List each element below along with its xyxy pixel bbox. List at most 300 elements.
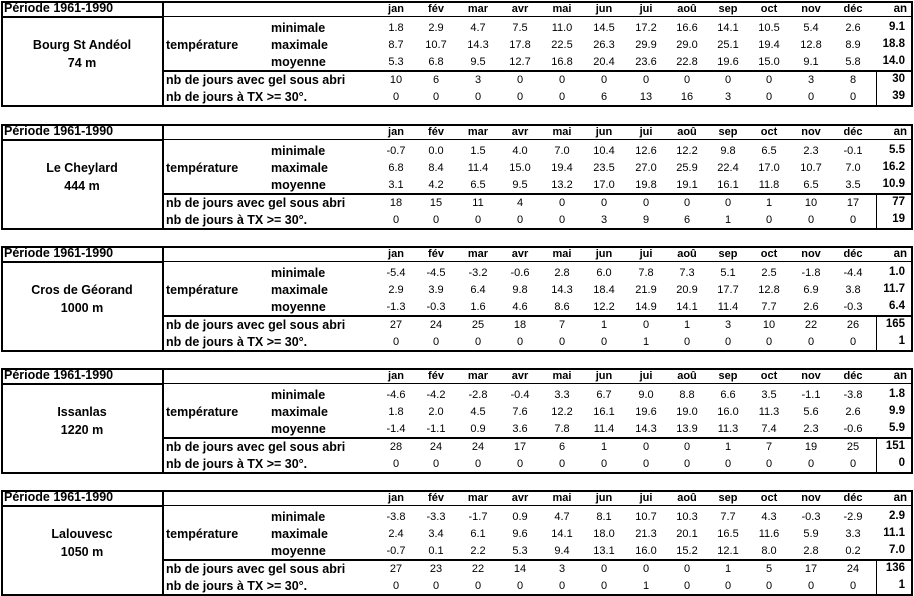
month-header: aoû <box>677 3 697 15</box>
data-cell: 0 <box>432 336 440 348</box>
month-header: mar <box>467 126 489 138</box>
month-header: avr <box>511 126 529 138</box>
data-cell: 9.8 <box>512 284 528 296</box>
data-cell: 14.5 <box>593 22 615 34</box>
station-table <box>1 490 913 596</box>
data-cell: 13.1 <box>593 545 615 557</box>
data-cell: 0 <box>516 336 524 348</box>
data-cell: 10 <box>804 197 818 209</box>
data-cell: 25.9 <box>676 162 698 174</box>
data-cell: 16.0 <box>635 545 657 557</box>
data-cell: 3 <box>724 91 732 103</box>
data-cell: 1.5 <box>470 145 486 157</box>
data-cell: 0 <box>432 91 440 103</box>
station-altitude: 74 m <box>67 56 97 70</box>
data-cell: 6.5 <box>761 145 777 157</box>
month-header: jun <box>595 3 613 15</box>
data-cell: 0 <box>474 214 482 226</box>
month-header: jan <box>388 492 404 504</box>
data-cell: 3 <box>807 74 815 86</box>
data-cell: 17 <box>513 441 527 453</box>
annual-header: an <box>893 126 907 138</box>
data-cell: 7.3 <box>679 267 695 279</box>
data-cell: 1 <box>724 441 732 453</box>
data-cell: 8.4 <box>428 162 444 174</box>
month-header: jan <box>388 248 404 260</box>
annual-header: an <box>893 248 907 260</box>
period-label: Période 1961-1990 <box>4 246 114 260</box>
data-cell: 19.4 <box>551 162 573 174</box>
data-cell: 0 <box>807 91 815 103</box>
data-cell: 0 <box>849 91 857 103</box>
data-cell: 6 <box>600 91 608 103</box>
data-cell: 0 <box>683 441 691 453</box>
data-cell: 2.9 <box>388 284 404 296</box>
data-cell: 0 <box>642 197 650 209</box>
row-label-gel: nb de jours avec gel sous abri <box>166 440 346 454</box>
row-label-moyenne: moyenne <box>271 178 326 192</box>
annual-value: 1 <box>898 335 905 347</box>
data-cell: 10.7 <box>800 162 822 174</box>
month-header: mai <box>552 248 572 260</box>
data-cell: 17.2 <box>635 22 657 34</box>
data-cell: 18.4 <box>593 284 615 296</box>
data-cell: 2.8 <box>803 545 819 557</box>
data-cell: 22.8 <box>676 56 698 68</box>
data-cell: 10.7 <box>425 39 447 51</box>
data-cell: 3.3 <box>554 389 570 401</box>
data-cell: 0 <box>724 336 732 348</box>
data-cell: -1.3 <box>386 301 406 313</box>
row-label-tx30: nb de jours à TX >= 30°. <box>166 90 308 104</box>
data-cell: 17.0 <box>593 179 615 191</box>
data-cell: 0 <box>600 580 608 592</box>
data-cell: 1 <box>724 563 732 575</box>
month-header: oct <box>760 248 778 260</box>
data-cell: 6.0 <box>596 267 612 279</box>
month-header: jui <box>639 370 653 382</box>
data-cell: 6 <box>683 214 691 226</box>
data-cell: 0 <box>642 74 650 86</box>
data-cell: -4.2 <box>426 389 446 401</box>
data-cell: 5.1 <box>720 267 736 279</box>
data-cell: 0 <box>392 580 400 592</box>
data-cell: 1.8 <box>388 406 404 418</box>
data-cell: 0 <box>558 458 566 470</box>
annual-header: an <box>893 370 907 382</box>
month-header: mar <box>467 248 489 260</box>
data-cell: -0.6 <box>510 267 530 279</box>
data-cell: -0.3 <box>426 301 446 313</box>
data-cell: 0 <box>849 336 857 348</box>
data-cell: 3.1 <box>388 179 404 191</box>
data-cell: 9.6 <box>512 528 528 540</box>
station-name: Bourg St Andéol <box>32 38 132 52</box>
data-cell: 27 <box>389 319 403 331</box>
data-cell: 3.5 <box>761 389 777 401</box>
month-header: mar <box>467 370 489 382</box>
data-cell: 1 <box>765 197 773 209</box>
data-cell: 0.1 <box>428 545 444 557</box>
data-cell: 1 <box>600 319 608 331</box>
month-header: avr <box>511 3 529 15</box>
data-cell: 12.6 <box>635 145 657 157</box>
data-cell: 0 <box>683 563 691 575</box>
month-header: sep <box>718 370 738 382</box>
data-cell: 19.6 <box>635 406 657 418</box>
temperature-label: température <box>166 405 239 419</box>
station-name: Lalouvesc <box>51 527 113 541</box>
data-cell: 3.3 <box>845 528 861 540</box>
data-cell: -2.9 <box>843 511 863 523</box>
annual-value: 39 <box>892 90 905 102</box>
data-cell: 0 <box>765 458 773 470</box>
data-cell: 24 <box>846 563 860 575</box>
data-cell: -3.8 <box>386 511 406 523</box>
data-cell: 4.6 <box>512 301 528 313</box>
data-cell: 3.5 <box>845 179 861 191</box>
data-cell: 0 <box>432 214 440 226</box>
annual-value: 7.0 <box>889 544 905 556</box>
table-rule <box>1 472 913 474</box>
data-cell: 2.4 <box>388 528 404 540</box>
data-cell: 25 <box>471 319 485 331</box>
station-altitude: 1050 m <box>60 545 104 559</box>
annual-value: 77 <box>892 196 905 208</box>
data-cell: 18 <box>389 197 403 209</box>
data-cell: -2.8 <box>468 389 488 401</box>
data-cell: 17.7 <box>717 284 739 296</box>
data-cell: 12.7 <box>509 56 531 68</box>
data-cell: 0 <box>765 74 773 86</box>
temperature-label: température <box>166 161 239 175</box>
data-cell: 19.4 <box>758 39 780 51</box>
month-header: nov <box>801 3 821 15</box>
month-header: aoû <box>677 248 697 260</box>
data-cell: 6.8 <box>428 56 444 68</box>
data-cell: 11.4 <box>593 423 615 435</box>
table-rule <box>163 16 913 17</box>
data-cell: 29.9 <box>635 39 657 51</box>
data-cell: 7.6 <box>512 406 528 418</box>
row-label-tx30: nb de jours à TX >= 30°. <box>166 579 308 593</box>
data-cell: 0 <box>642 458 650 470</box>
month-header: mar <box>467 492 489 504</box>
data-cell: 0 <box>849 580 857 592</box>
data-cell: 3.9 <box>428 284 444 296</box>
data-cell: 4.2 <box>428 179 444 191</box>
annual-value: 5.5 <box>889 144 905 156</box>
data-cell: 0.0 <box>428 145 444 157</box>
table-rule <box>163 261 913 262</box>
data-cell: 0 <box>516 214 524 226</box>
table-rule <box>163 70 913 72</box>
data-cell: 0 <box>642 319 650 331</box>
data-cell: -0.7 <box>386 145 406 157</box>
data-cell: 7.8 <box>638 267 654 279</box>
data-cell: 6 <box>432 74 440 86</box>
month-header: oct <box>760 492 778 504</box>
data-cell: 14.1 <box>676 301 698 313</box>
data-cell: 9.4 <box>554 545 570 557</box>
month-header: jun <box>595 370 613 382</box>
row-label-gel: nb de jours avec gel sous abri <box>166 562 346 576</box>
row-label-gel: nb de jours avec gel sous abri <box>166 196 346 210</box>
data-cell: -0.4 <box>510 389 530 401</box>
table-rule <box>1 505 163 507</box>
data-cell: 0 <box>392 214 400 226</box>
data-cell: 0 <box>474 91 482 103</box>
data-cell: 8 <box>849 74 857 86</box>
row-label-minimale: minimale <box>271 266 326 280</box>
data-cell: -3.2 <box>468 267 488 279</box>
data-cell: 7 <box>765 441 773 453</box>
temperature-label: température <box>166 38 239 52</box>
data-cell: 5.3 <box>388 56 404 68</box>
data-cell: 3 <box>724 319 732 331</box>
data-cell: 3 <box>600 214 608 226</box>
data-cell: 5 <box>765 563 773 575</box>
data-cell: 2.6 <box>845 22 861 34</box>
data-cell: -0.3 <box>801 511 821 523</box>
row-label-maximale: maximale <box>271 405 328 419</box>
month-header: avr <box>511 370 529 382</box>
table-rule <box>163 383 913 384</box>
data-cell: 2.2 <box>470 545 486 557</box>
data-cell: 25 <box>846 441 860 453</box>
data-cell: -0.6 <box>843 423 863 435</box>
data-cell: -4.4 <box>843 267 863 279</box>
annual-value: 1.0 <box>889 266 905 278</box>
data-cell: 16.5 <box>717 528 739 540</box>
row-label-maximale: maximale <box>271 161 328 175</box>
data-cell: 17.0 <box>758 162 780 174</box>
data-cell: 20.9 <box>676 284 698 296</box>
data-cell: 0 <box>724 197 732 209</box>
data-cell: 10.3 <box>676 511 698 523</box>
data-cell: 2.9 <box>428 22 444 34</box>
data-cell: 0 <box>683 336 691 348</box>
month-header: jui <box>639 126 653 138</box>
month-header: nov <box>801 248 821 260</box>
data-cell: 7.0 <box>845 162 861 174</box>
data-cell: 0 <box>765 336 773 348</box>
data-cell: 6.1 <box>470 528 486 540</box>
data-cell: -1.1 <box>426 423 446 435</box>
data-cell: -0.3 <box>843 301 863 313</box>
data-cell: 3.4 <box>428 528 444 540</box>
data-cell: 24 <box>429 319 443 331</box>
data-cell: 15.0 <box>758 56 780 68</box>
data-cell: 17 <box>804 563 818 575</box>
month-header: déc <box>843 126 863 138</box>
data-cell: 25.1 <box>717 39 739 51</box>
data-cell: 17 <box>846 197 860 209</box>
data-cell: 23.6 <box>635 56 657 68</box>
data-cell: 24 <box>471 441 485 453</box>
data-cell: 14.9 <box>635 301 657 313</box>
data-cell: 11.3 <box>758 406 780 418</box>
month-header: jun <box>595 492 613 504</box>
data-cell: 0 <box>807 580 815 592</box>
data-cell: 19.1 <box>676 179 698 191</box>
month-header: avr <box>511 492 529 504</box>
station-name: Issanlas <box>57 405 107 419</box>
data-cell: 20.4 <box>593 56 615 68</box>
data-cell: 22.4 <box>717 162 739 174</box>
annual-value: 10.9 <box>882 178 905 190</box>
data-cell: 11 <box>472 197 484 209</box>
data-cell: 0 <box>849 214 857 226</box>
data-cell: 6 <box>558 441 566 453</box>
data-cell: 4 <box>516 197 524 209</box>
data-cell: 0 <box>516 74 524 86</box>
data-cell: 6.5 <box>803 179 819 191</box>
row-label-minimale: minimale <box>271 21 326 35</box>
row-label-moyenne: moyenne <box>271 422 326 436</box>
temperature-label: température <box>166 283 239 297</box>
month-header: sep <box>718 248 738 260</box>
table-rule <box>1 350 913 352</box>
station-altitude: 1220 m <box>60 423 104 437</box>
data-cell: -4.5 <box>426 267 446 279</box>
data-cell: 10 <box>389 74 403 86</box>
data-cell: 26.3 <box>593 39 615 51</box>
station-name: Cros de Géorand <box>31 283 133 297</box>
month-header: fév <box>428 3 444 15</box>
data-cell: 0 <box>516 458 524 470</box>
data-cell: 1 <box>600 441 608 453</box>
station-table <box>1 246 913 352</box>
data-cell: 21.3 <box>635 528 657 540</box>
data-cell: 4.0 <box>512 145 528 157</box>
data-cell: 14.1 <box>717 22 739 34</box>
data-cell: 0 <box>432 458 440 470</box>
annual-value: 151 <box>885 440 905 452</box>
month-header: avr <box>511 248 529 260</box>
data-cell: 0 <box>600 336 608 348</box>
data-cell: 2.0 <box>428 406 444 418</box>
month-header: fév <box>428 126 444 138</box>
data-cell: 16 <box>680 91 694 103</box>
table-rule <box>163 505 913 506</box>
data-cell: 0 <box>600 563 608 575</box>
temperature-label: température <box>166 527 239 541</box>
data-cell: 0 <box>849 458 857 470</box>
annual-value: 11.7 <box>883 283 905 295</box>
data-cell: 0 <box>765 214 773 226</box>
data-cell: 7.4 <box>761 423 777 435</box>
data-cell: 6.7 <box>596 389 612 401</box>
data-cell: 13.9 <box>676 423 698 435</box>
annual-header: an <box>893 492 907 504</box>
data-cell: 1 <box>683 319 691 331</box>
data-cell: 10.4 <box>593 145 615 157</box>
month-header: nov <box>801 126 821 138</box>
data-cell: 0.9 <box>470 423 486 435</box>
month-header: jui <box>639 248 653 260</box>
data-cell: 1 <box>642 580 650 592</box>
data-cell: 0.9 <box>512 511 528 523</box>
month-header: sep <box>718 492 738 504</box>
annual-header: an <box>893 3 907 15</box>
data-cell: 15.2 <box>676 545 698 557</box>
data-cell: 11.8 <box>758 179 780 191</box>
data-cell: -1.4 <box>386 423 406 435</box>
annual-value: 1.8 <box>889 388 905 400</box>
data-cell: 11.4 <box>467 162 489 174</box>
row-label-minimale: minimale <box>271 144 326 158</box>
table-rule <box>1 139 163 141</box>
data-cell: 19.8 <box>635 179 657 191</box>
annual-value: 136 <box>885 562 905 574</box>
data-cell: 0 <box>558 580 566 592</box>
data-cell: 14.1 <box>551 528 573 540</box>
data-cell: 22.5 <box>551 39 573 51</box>
data-cell: 8.7 <box>388 39 404 51</box>
data-cell: 0 <box>392 458 400 470</box>
table-rule <box>1 16 163 18</box>
data-cell: 0 <box>516 91 524 103</box>
data-cell: 19.6 <box>717 56 739 68</box>
annual-value: 5.9 <box>889 422 905 434</box>
month-header: fév <box>428 248 444 260</box>
data-cell: 8.9 <box>845 39 861 51</box>
data-cell: 6.4 <box>470 284 486 296</box>
row-label-minimale: minimale <box>271 510 326 524</box>
data-cell: 16.0 <box>717 406 739 418</box>
data-cell: 9.1 <box>803 56 819 68</box>
data-cell: 14 <box>513 563 527 575</box>
data-cell: 2.8 <box>554 267 570 279</box>
data-cell: 10.5 <box>758 22 780 34</box>
data-cell: 0 <box>683 458 691 470</box>
month-header: nov <box>801 492 821 504</box>
data-cell: 0 <box>558 214 566 226</box>
data-cell: 7.7 <box>720 511 736 523</box>
data-cell: 1.8 <box>388 22 404 34</box>
annual-value: 6.4 <box>889 300 905 312</box>
data-cell: -3.8 <box>843 389 863 401</box>
station-table <box>1 124 913 230</box>
row-label-maximale: maximale <box>271 527 328 541</box>
month-header: déc <box>843 248 863 260</box>
data-cell: 9.0 <box>638 389 654 401</box>
data-cell: 4.3 <box>761 511 777 523</box>
month-header: déc <box>843 492 863 504</box>
data-cell: 0 <box>432 580 440 592</box>
data-cell: 9.5 <box>512 179 528 191</box>
data-cell: 2.3 <box>803 145 819 157</box>
data-cell: 0.2 <box>845 545 861 557</box>
data-cell: 7.0 <box>554 145 570 157</box>
data-cell: 0 <box>558 74 566 86</box>
data-cell: 11.6 <box>758 528 780 540</box>
data-cell: 12.2 <box>676 145 698 157</box>
station-name: Le Cheylard <box>46 161 118 175</box>
month-header: jan <box>388 370 404 382</box>
data-cell: 17.8 <box>509 39 531 51</box>
data-cell: 3 <box>558 563 566 575</box>
data-cell: 9.5 <box>470 56 486 68</box>
data-cell: 0 <box>683 197 691 209</box>
month-header: mai <box>552 492 572 504</box>
month-header: jan <box>388 126 404 138</box>
data-cell: 0 <box>474 580 482 592</box>
data-cell: 6.5 <box>470 179 486 191</box>
data-cell: 3.8 <box>845 284 861 296</box>
data-cell: 27.0 <box>635 162 657 174</box>
